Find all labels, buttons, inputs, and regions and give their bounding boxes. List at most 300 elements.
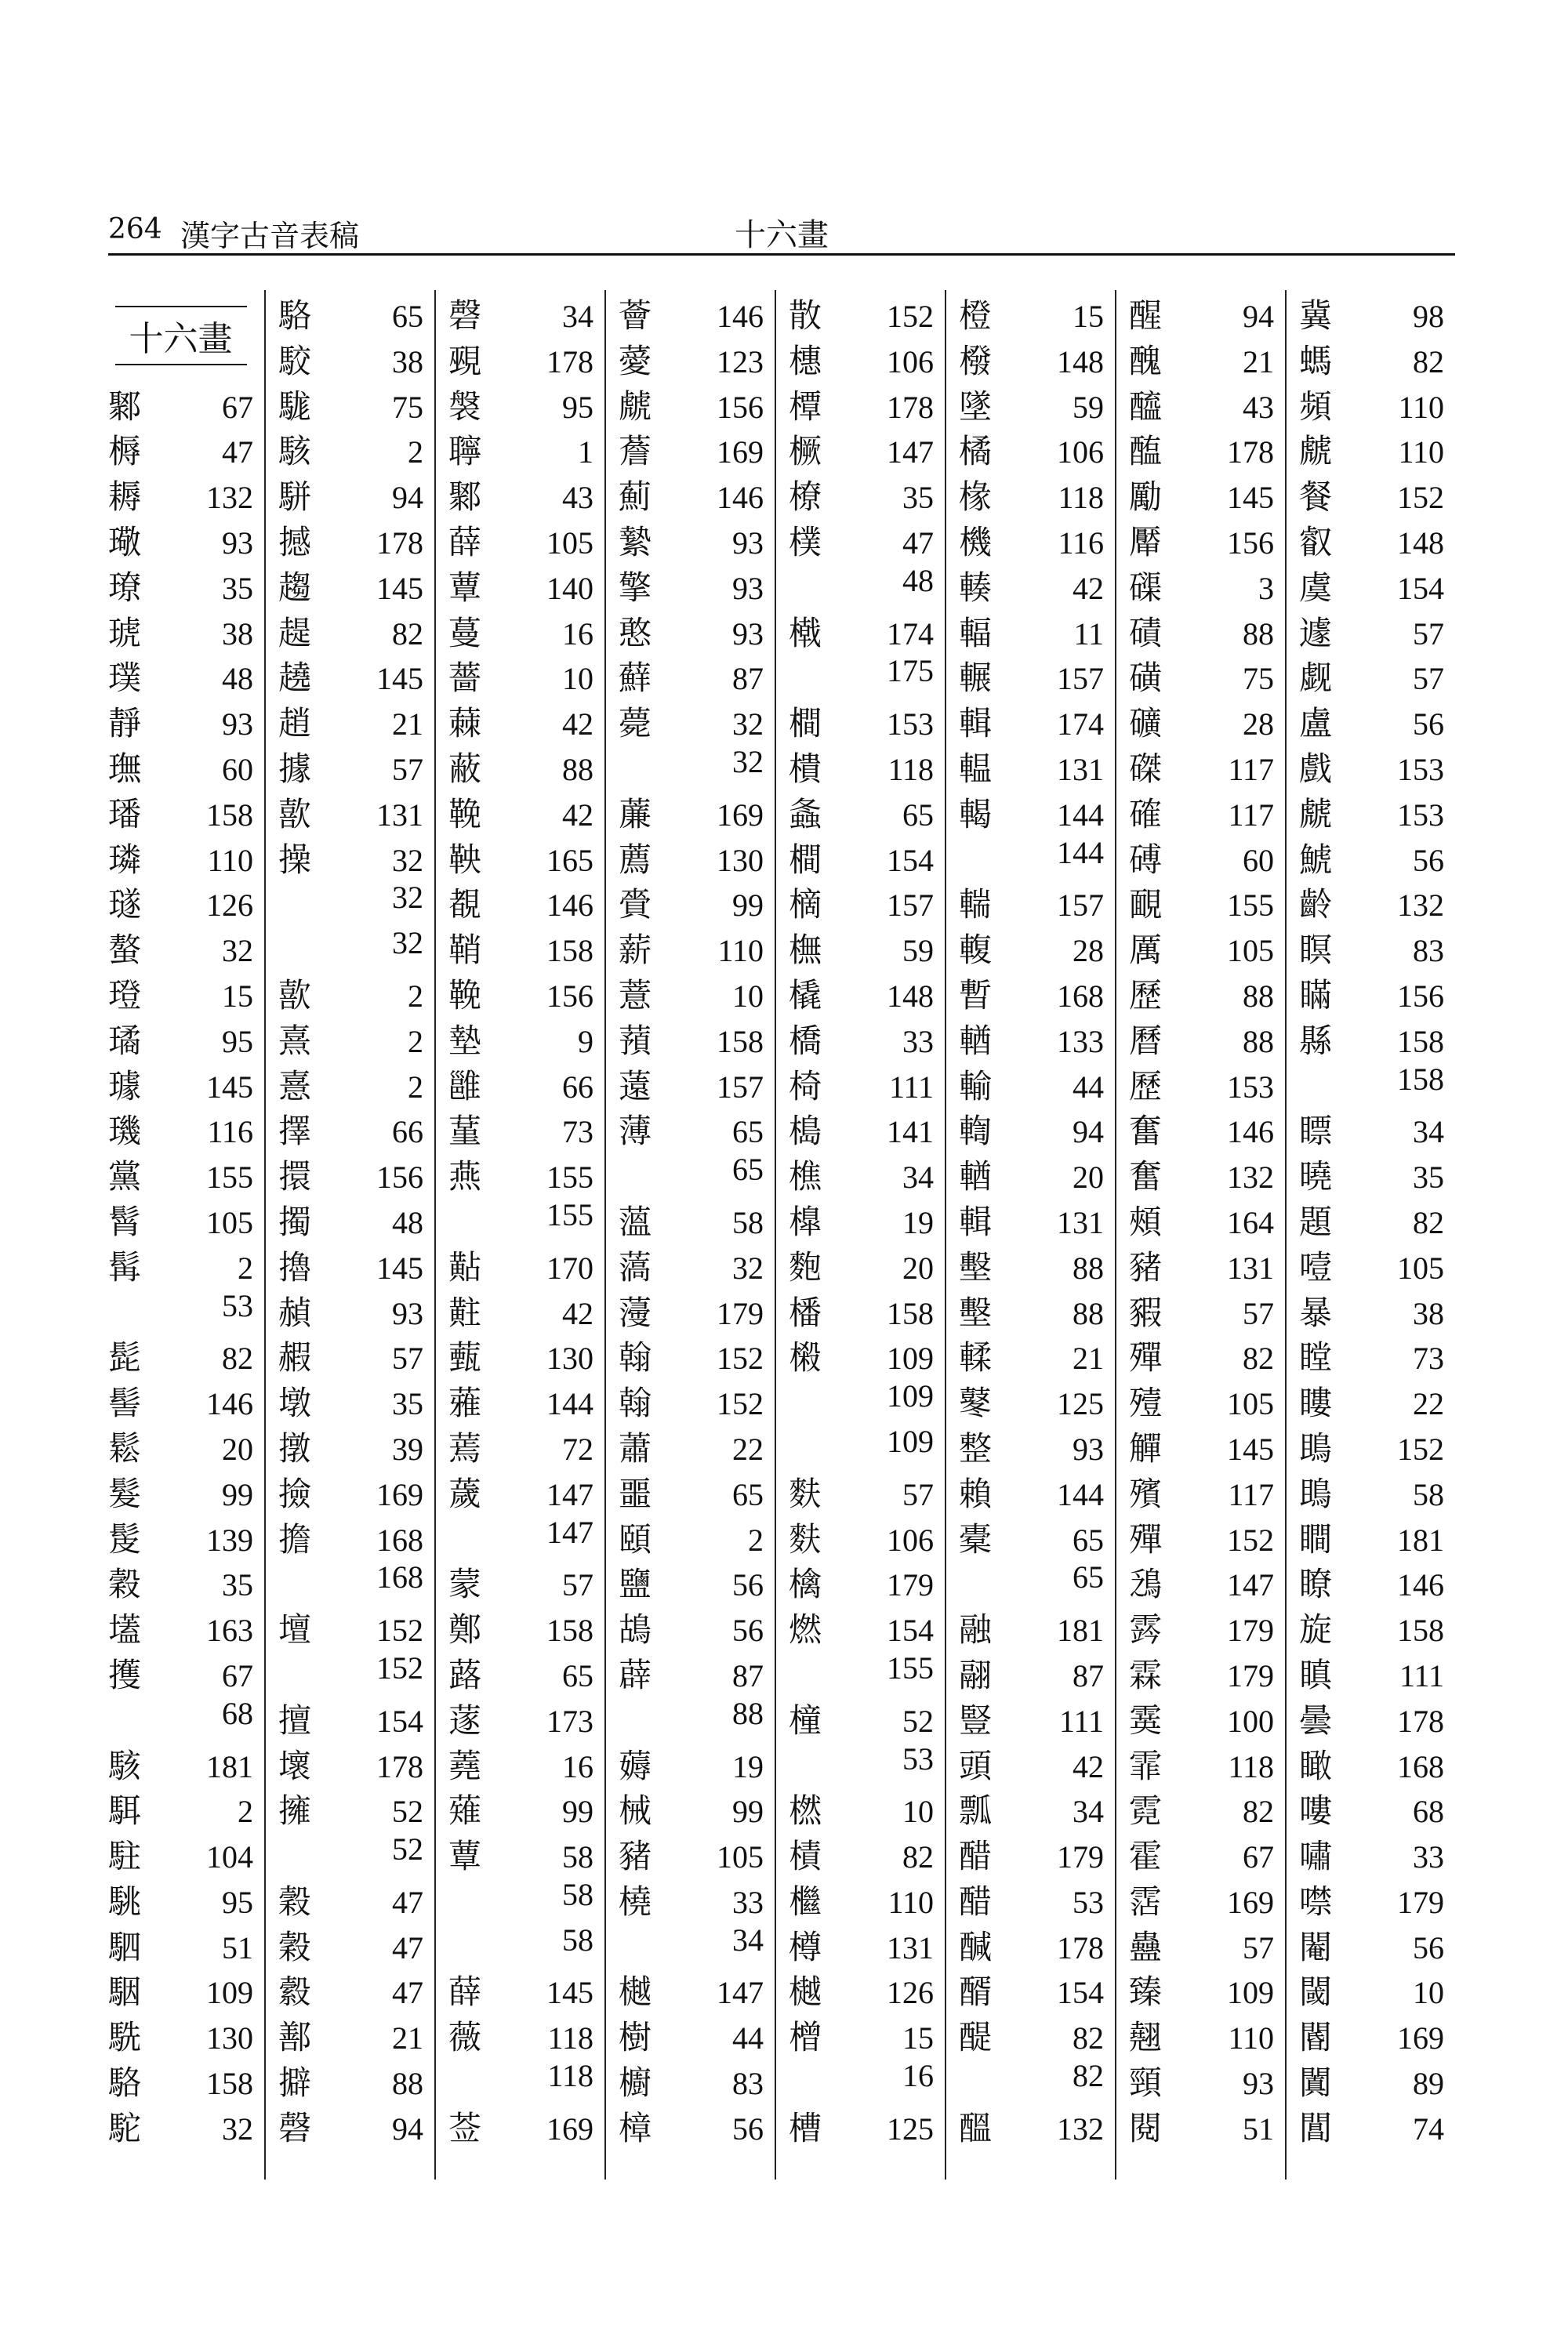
entry-number: 33 (1413, 1839, 1444, 1875)
entry-character: 鄯 (278, 2018, 312, 2057)
index-entry (1129, 1287, 1274, 1333)
entry-number: 93 (1073, 1431, 1104, 1467)
entry-number: 19 (902, 1204, 934, 1240)
entry-character: 橅 (789, 931, 822, 970)
entry-character: 駭 (278, 432, 312, 471)
entry-number: 155 (546, 1196, 593, 1232)
entry-character: 頰 (1129, 1202, 1163, 1241)
index-entry (108, 1061, 253, 1106)
entry-character: 橛 (789, 432, 822, 471)
index-entry (1299, 1650, 1444, 1695)
entry-character: 墼 (959, 1293, 993, 1332)
index-entry (1299, 789, 1444, 834)
index-entry (448, 1196, 593, 1242)
entry-character: 樾 (789, 1973, 822, 2012)
entry-character: 鴣 (619, 1610, 652, 1650)
entry-character: 璥 (108, 522, 142, 561)
entry-number: 67 (222, 1657, 253, 1693)
entry-character: 駐 (108, 1837, 142, 1876)
index-entry (619, 1196, 764, 1242)
entry-character: 操 (278, 840, 312, 879)
entry-character: 醯 (1129, 387, 1163, 426)
entry-number: 10 (562, 661, 593, 697)
entry-character: 輶 (959, 1021, 993, 1060)
entry-number: 21 (392, 2020, 423, 2056)
entry-number: 155 (1227, 887, 1274, 924)
entry-character: 噎 (1299, 1247, 1333, 1287)
entry-character: 豎 (959, 1700, 993, 1740)
entry-character: 樽 (789, 1927, 822, 1966)
index-entry (1299, 834, 1444, 880)
entry-character: 輾 (959, 659, 993, 698)
entry-character: 薏 (619, 975, 652, 1014)
index-entry (959, 1196, 1104, 1242)
entry-character: 蔓 (448, 613, 482, 652)
entry-character: 趬 (278, 659, 312, 698)
index-entry (448, 1559, 593, 1604)
index-entry (1129, 2012, 1274, 2057)
entry-number: 158 (887, 1295, 934, 1331)
entry-character: 瞟 (1299, 1112, 1333, 1151)
entry-character: 駬 (108, 1791, 142, 1831)
entry-number: 15 (902, 2020, 934, 2056)
index-entry (1129, 426, 1274, 471)
entry-character: 頤 (619, 1519, 652, 1559)
entry-number: 2 (748, 1522, 764, 1558)
entry-character: 散 (789, 296, 822, 335)
index-entry (619, 1695, 764, 1740)
entry-number: 155 (546, 1160, 593, 1196)
entry-number: 53 (1073, 1884, 1104, 1920)
entry-character: 輻 (959, 613, 993, 652)
entry-character: 頭 (959, 1746, 993, 1785)
entry-character: 曆 (1129, 1021, 1163, 1060)
entry-number: 16 (562, 615, 593, 652)
entry-number: 111 (1058, 1703, 1104, 1739)
entry-character: 鄹 (108, 387, 142, 426)
index-entry (448, 1785, 593, 1831)
index-entry (278, 562, 423, 608)
entry-character: 瞭 (1299, 1565, 1333, 1604)
index-entry (278, 1015, 423, 1061)
index-entry (789, 1151, 934, 1196)
entry-character: 瞋 (1299, 1655, 1333, 1694)
entry-character: 橈 (619, 1882, 652, 1921)
index-entry (1129, 336, 1274, 381)
index-entry (1299, 1966, 1444, 2012)
index-entry (1299, 1061, 1444, 1106)
index-entry (278, 1377, 423, 1423)
entry-character: 瞞 (1299, 975, 1333, 1014)
entry-number: 168 (1397, 1748, 1444, 1784)
index-entry (278, 1559, 423, 1604)
entry-number: 181 (1057, 1613, 1104, 1649)
index-entry (1129, 1423, 1274, 1468)
index-entry (1129, 1831, 1274, 1876)
entry-character: 樸 (789, 522, 822, 561)
index-entry (1299, 1785, 1444, 1831)
entry-character: 駱 (278, 296, 312, 335)
index-entry (619, 562, 764, 608)
entry-number: 34 (732, 1922, 764, 1958)
index-entry (959, 1061, 1104, 1106)
entry-character: 豬 (1129, 1247, 1163, 1287)
entry-character: 閽 (1299, 2018, 1333, 2057)
entry-number: 179 (1057, 1839, 1104, 1875)
entry-character: 橘 (959, 432, 993, 471)
index-entry (789, 1105, 934, 1151)
entry-number: 111 (1399, 1657, 1444, 1693)
entry-character: 擇 (278, 1112, 312, 1151)
entry-number: 10 (1413, 1975, 1444, 2011)
entry-number: 88 (1243, 1023, 1274, 1059)
entry-number: 21 (1073, 1341, 1104, 1377)
entry-character: 螽 (789, 794, 822, 833)
entry-number: 111 (888, 1069, 934, 1105)
index-entry (448, 1922, 593, 1967)
index-entry (448, 336, 593, 381)
entry-number: 157 (1057, 661, 1104, 697)
entry-number: 57 (1243, 1929, 1274, 1965)
index-entry (278, 1922, 423, 1967)
entry-number: 56 (732, 1567, 764, 1603)
entry-character: 橰 (789, 1202, 822, 1241)
page-header (108, 205, 1455, 252)
index-entry (1299, 1514, 1444, 1559)
index-entry (278, 381, 423, 426)
index-entry (959, 1015, 1104, 1061)
entry-number: 131 (1057, 1204, 1104, 1240)
entry-character: 璑 (108, 749, 142, 788)
index-entry (619, 1287, 764, 1333)
entry-character: 鞔 (448, 975, 482, 1014)
entry-number: 158 (1397, 1061, 1444, 1097)
entry-character: 薃 (619, 1247, 652, 1287)
entry-number: 44 (1073, 1069, 1104, 1105)
entry-number: 83 (1413, 933, 1444, 969)
index-entry (108, 1876, 253, 1922)
index-entry (1129, 970, 1274, 1015)
entry-character: 薔 (448, 659, 482, 698)
index-entry (108, 1559, 253, 1604)
entry-character: 樟 (619, 2108, 652, 2147)
entry-number: 52 (902, 1703, 934, 1739)
entry-number: 147 (717, 1975, 764, 2011)
entry-number: 125 (1057, 1386, 1104, 1422)
entry-number: 48 (392, 1204, 423, 1240)
entry-character: 鹽 (619, 1565, 652, 1604)
entry-character: 奮 (1129, 1112, 1163, 1151)
entry-character: 鄭 (448, 1610, 482, 1650)
entry-number: 144 (1057, 1476, 1104, 1512)
entry-number: 145 (546, 1975, 593, 2011)
entry-character: 閾 (1299, 1973, 1333, 2012)
entry-number: 145 (1227, 1431, 1274, 1467)
index-entry (789, 2103, 934, 2148)
index-entry (619, 1377, 764, 1423)
entry-character: 閹 (1299, 1927, 1333, 1966)
entry-number: 169 (717, 797, 764, 833)
index-entry (619, 879, 764, 924)
index-entry (959, 426, 1104, 471)
entry-character: 駹 (278, 387, 312, 426)
entry-number: 147 (546, 1476, 593, 1512)
index-entry (278, 608, 423, 653)
entry-character: 蕈 (448, 1837, 482, 1876)
entry-number: 152 (717, 1386, 764, 1422)
entry-number: 38 (392, 343, 423, 379)
entry-character: 燕 (448, 1157, 482, 1196)
entry-character: 殫 (1129, 1338, 1163, 1377)
entry-number: 110 (207, 842, 253, 878)
entry-number: 56 (1413, 1929, 1444, 1965)
entry-character: 熹 (278, 1021, 312, 1060)
index-entry (448, 1695, 593, 1740)
entry-number: 68 (222, 1695, 253, 1731)
index-entry (619, 834, 764, 880)
entry-character: 櫥 (619, 2063, 652, 2103)
index-entry (959, 2103, 1104, 2148)
entry-number: 95 (562, 389, 593, 425)
index-entry (1129, 562, 1274, 608)
entry-number: 82 (1413, 1204, 1444, 1240)
entry-character: 鴡 (1299, 1474, 1333, 1513)
entry-character: 璣 (108, 1112, 142, 1151)
entry-number: 118 (887, 751, 934, 787)
index-entry (959, 1514, 1104, 1559)
index-entry (108, 1242, 253, 1287)
entry-number: 117 (1228, 797, 1274, 833)
entry-number: 148 (887, 978, 934, 1014)
entry-number: 32 (222, 933, 253, 969)
index-entry (959, 290, 1104, 336)
entry-number: 140 (546, 570, 593, 606)
entry-number: 43 (1243, 389, 1274, 425)
index-entry (1299, 2057, 1444, 2103)
entry-character: 醞 (959, 2108, 993, 2147)
entry-character: 霑 (1129, 1882, 1163, 1921)
index-entry (619, 336, 764, 381)
entry-number: 154 (1057, 1975, 1104, 2011)
entry-number: 153 (887, 706, 934, 742)
entry-character: 耨 (108, 477, 142, 517)
entry-number: 158 (546, 1613, 593, 1649)
index-entry (619, 1785, 764, 1831)
entry-character: 駣 (108, 1882, 142, 1921)
index-entry (1129, 1061, 1274, 1106)
index-entry (619, 924, 764, 970)
index-column (604, 290, 775, 2180)
index-entry (278, 1468, 423, 1514)
entry-number: 156 (717, 389, 764, 425)
index-entry (108, 517, 253, 562)
entry-character: 樻 (789, 749, 822, 788)
index-entry (959, 1785, 1104, 1831)
entry-number: 87 (732, 1657, 764, 1693)
entry-character: 輹 (959, 931, 993, 970)
entry-number: 89 (1413, 2066, 1444, 2102)
entry-character: 機 (959, 522, 993, 561)
index-entry (619, 1876, 764, 1922)
index-entry (1129, 1740, 1274, 1786)
entry-character: 旋 (1299, 1610, 1333, 1650)
entry-character: 雝 (448, 1066, 482, 1105)
entry-number: 57 (392, 1341, 423, 1377)
entry-number: 58 (732, 1204, 764, 1240)
index-entry (278, 1105, 423, 1151)
entry-character: 壞 (278, 1746, 312, 1785)
entry-character: 樧 (789, 1338, 822, 1377)
entry-number: 15 (222, 978, 253, 1014)
entry-number: 130 (206, 2020, 253, 2056)
entry-character: 擐 (278, 1157, 312, 1196)
entry-number: 173 (546, 1703, 593, 1739)
entry-character: 橙 (959, 296, 993, 335)
index-entry (959, 562, 1104, 608)
index-entry (619, 1966, 764, 2012)
entry-number: 105 (206, 1204, 253, 1240)
index-entry (789, 1423, 934, 1468)
entry-number: 110 (717, 933, 764, 969)
entry-number: 82 (222, 1341, 253, 1377)
index-entry (1129, 698, 1274, 743)
entry-character: 曉 (1299, 1157, 1333, 1196)
entry-number: 152 (1397, 1431, 1444, 1467)
entry-number: 56 (1413, 842, 1444, 878)
index-entry (1299, 290, 1444, 336)
index-entry (448, 970, 593, 1015)
entry-number: 88 (1243, 615, 1274, 652)
entry-character: 殯 (1129, 1474, 1163, 1513)
index-entry (108, 1831, 253, 1876)
entry-number: 130 (546, 1341, 593, 1377)
entry-character: 螞 (1299, 341, 1333, 380)
entry-number: 131 (887, 1929, 934, 1965)
entry-character: 撿 (278, 1474, 312, 1513)
entry-number: 33 (902, 1023, 934, 1059)
entry-number: 35 (1413, 1160, 1444, 1196)
index-entry (278, 1785, 423, 1831)
entry-number: 145 (206, 1069, 253, 1105)
entry-number: 32 (732, 706, 764, 742)
index-entry (448, 1242, 593, 1287)
index-entry (789, 924, 934, 970)
index-entry (278, 1695, 423, 1740)
entry-character: 輯 (959, 704, 993, 743)
entry-character: 蠱 (1129, 1927, 1163, 1966)
index-column (775, 290, 945, 2180)
section-heading (108, 290, 253, 381)
entry-number: 153 (1397, 797, 1444, 833)
entry-character: 磔 (1129, 749, 1163, 788)
index-entry (448, 1015, 593, 1061)
entry-number: 158 (206, 2066, 253, 2102)
entry-character: 蘚 (619, 659, 652, 698)
index-entry (789, 290, 934, 336)
entry-number: 158 (546, 933, 593, 969)
entry-number: 21 (392, 706, 423, 742)
entry-number: 147 (1227, 1567, 1274, 1603)
entry-number: 51 (1243, 2111, 1274, 2147)
entry-number: 148 (1397, 524, 1444, 561)
entry-character: 鄹 (448, 477, 482, 517)
entry-number: 93 (222, 706, 253, 742)
entry-number: 179 (887, 1567, 934, 1603)
entry-character: 憨 (619, 613, 652, 652)
entry-number: 32 (732, 743, 764, 779)
index-entry (789, 698, 934, 743)
entry-number: 32 (392, 925, 423, 961)
entry-character: 鴔 (1129, 1565, 1163, 1604)
entry-number: 42 (1073, 1748, 1104, 1784)
entry-number: 35 (392, 1386, 423, 1422)
entry-number: 53 (902, 1740, 934, 1777)
entry-number: 99 (732, 1794, 764, 1830)
entry-character: 磗 (1129, 840, 1163, 879)
index-entry (1129, 1876, 1274, 1922)
index-entry (1299, 608, 1444, 653)
entry-number: 148 (1057, 343, 1104, 379)
index-entry (1299, 1831, 1444, 1876)
entry-character: 瞷 (1299, 1519, 1333, 1559)
entry-number: 82 (1243, 1794, 1274, 1830)
entry-character: 頸 (1129, 2063, 1163, 2103)
index-entry (789, 336, 934, 381)
entry-number: 93 (732, 615, 764, 652)
entry-number: 65 (732, 1476, 764, 1512)
index-entry (448, 1514, 593, 1559)
entry-character: 械 (619, 1791, 652, 1831)
entry-character: 虤 (1299, 432, 1333, 471)
index-entry (1129, 789, 1274, 834)
entry-character: 翰 (619, 1384, 652, 1423)
index-entry (108, 426, 253, 471)
entry-number: 88 (562, 751, 593, 787)
entry-character: 穀 (108, 1565, 142, 1604)
entry-number: 82 (1073, 2020, 1104, 2056)
entry-number: 57 (902, 1476, 934, 1512)
index-entry (448, 879, 593, 924)
index-entry (108, 698, 253, 743)
entry-character: 擭 (108, 1655, 142, 1694)
index-entry (1129, 924, 1274, 970)
entry-number: 43 (562, 480, 593, 516)
entry-character: 駢 (278, 477, 312, 517)
index-entry (959, 1695, 1104, 1740)
index-entry (1299, 562, 1444, 608)
entry-character: 閱 (1129, 2108, 1163, 2147)
entry-number: 116 (1058, 524, 1104, 561)
index-entry (108, 1377, 253, 1423)
index-entry (448, 924, 593, 970)
entry-number: 47 (902, 524, 934, 561)
entry-character: 磺 (1129, 659, 1163, 698)
entry-character: 橶 (789, 613, 822, 652)
index-entry (789, 1966, 934, 2012)
section-label: 十六畫 (115, 306, 247, 365)
entry-number: 82 (1243, 1341, 1274, 1377)
entry-character: 歷 (1129, 1066, 1163, 1105)
entry-number: 179 (1227, 1657, 1274, 1693)
entry-number: 57 (1243, 1295, 1274, 1331)
index-entry (619, 1423, 764, 1468)
entry-number: 155 (206, 1160, 253, 1196)
index-entry (1129, 381, 1274, 426)
entry-number: 141 (887, 1114, 934, 1150)
index-entry (448, 1287, 593, 1333)
entry-number: 147 (546, 1514, 593, 1550)
entry-number: 56 (732, 2111, 764, 2147)
